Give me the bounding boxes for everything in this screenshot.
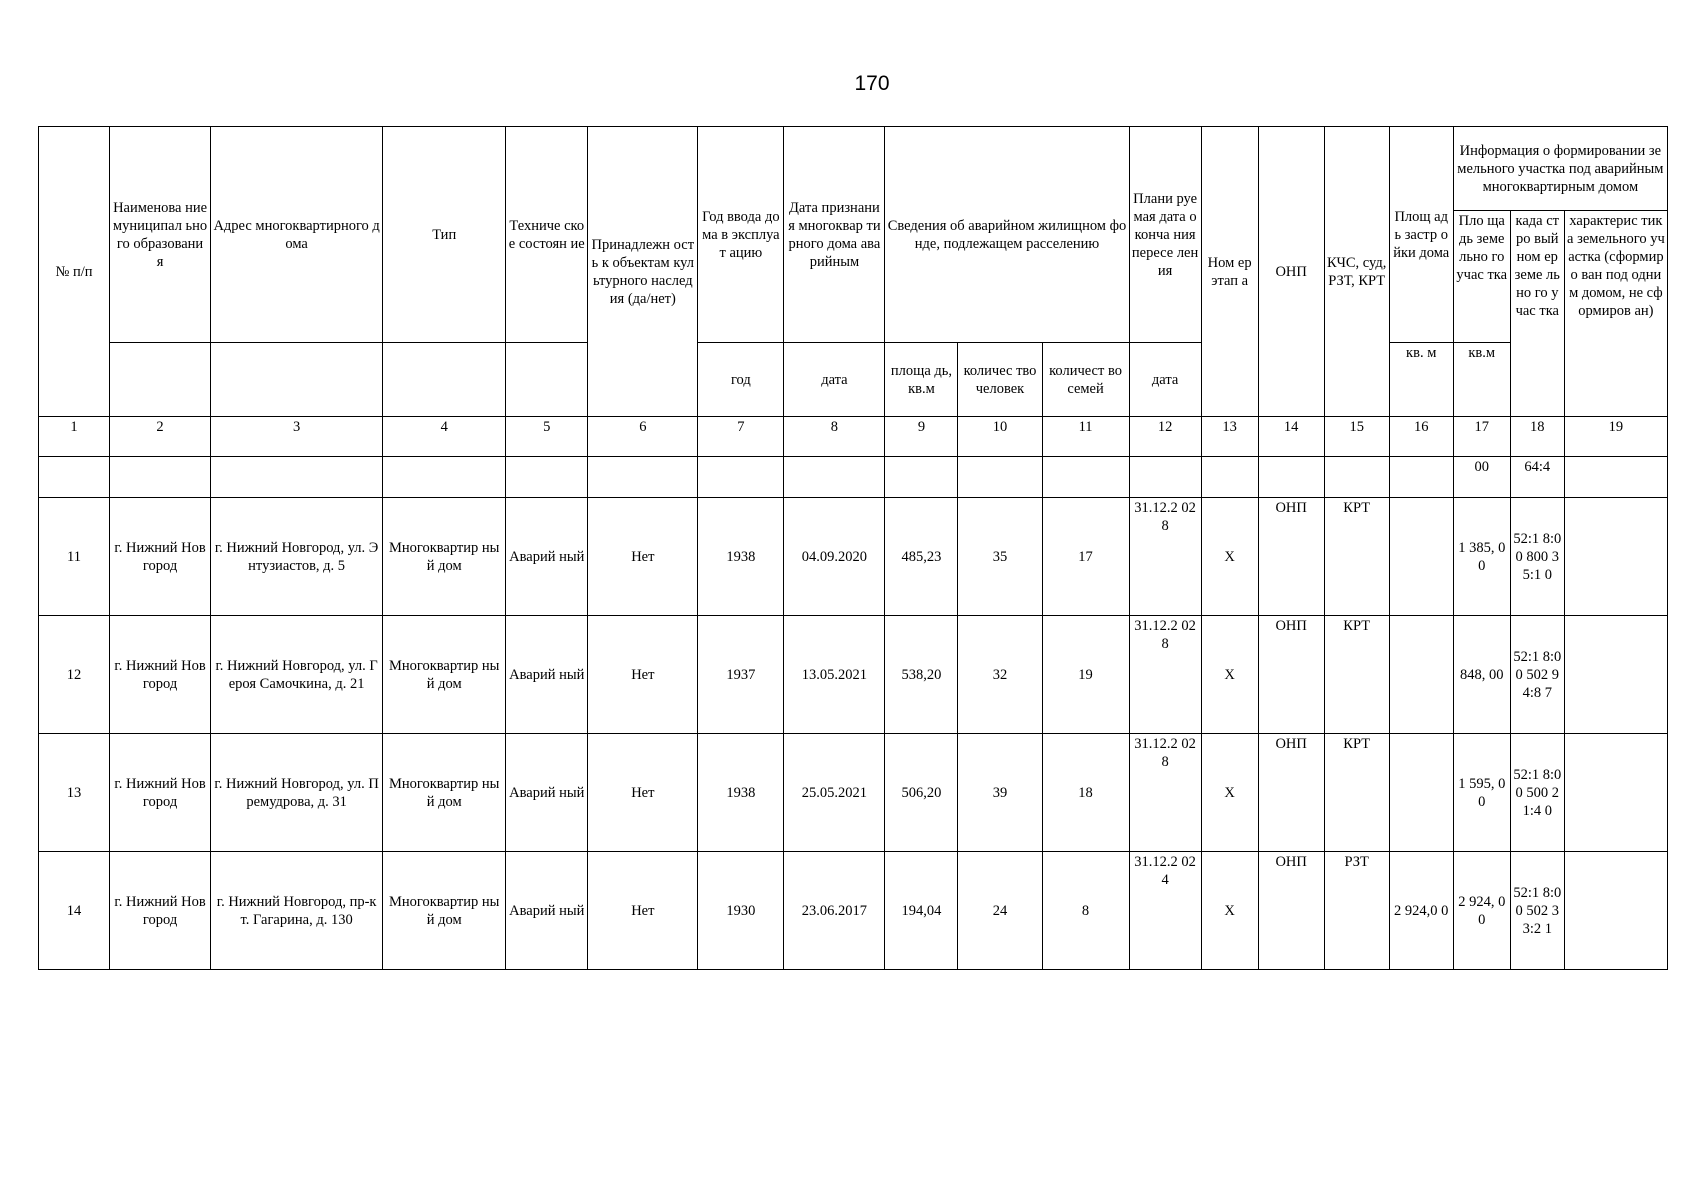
row-kchs: РЗТ bbox=[1324, 852, 1389, 970]
row-number: 12 bbox=[39, 616, 110, 734]
emergency-housing-table bbox=[38, 126, 1668, 970]
column-number-row bbox=[39, 417, 1668, 457]
header-type-cont bbox=[383, 343, 506, 417]
continuation-cadastral: 64:4 bbox=[1510, 457, 1564, 498]
row-heritage: Нет bbox=[588, 498, 698, 616]
header-kchs: КЧС, суд, РЗТ, КРТ bbox=[1324, 127, 1389, 417]
row-cadastral: 52:1 8:00 502 94:8 7 bbox=[1510, 616, 1564, 734]
header-land-plot-group: Информация о формировании земельного участка под аварийным многоквартирным домом bbox=[1453, 127, 1667, 211]
row-built-area bbox=[1389, 498, 1453, 616]
row-address: г. Нижний Новгород, ул. Премудрова, д. 31 bbox=[211, 734, 383, 852]
page-number: 170 bbox=[854, 72, 890, 95]
column-number: 11 bbox=[1042, 417, 1129, 457]
table-row bbox=[39, 616, 1668, 734]
row-land-area: 848, 00 bbox=[1453, 616, 1510, 734]
row-kchs: КРТ bbox=[1324, 498, 1389, 616]
row-heritage: Нет bbox=[588, 616, 698, 734]
continuation-row bbox=[39, 457, 1668, 498]
row-number: 14 bbox=[39, 852, 110, 970]
subheader-area: площа дь, кв.м bbox=[885, 343, 958, 417]
row-year: 1938 bbox=[698, 498, 784, 616]
row-built-area bbox=[1389, 616, 1453, 734]
row-address: г. Нижний Новгород, пр-кт. Гагарина, д. 130 bbox=[211, 852, 383, 970]
row-land-characteristic bbox=[1564, 616, 1667, 734]
row-planned-date: 31.12.2 028 bbox=[1129, 498, 1201, 616]
row-cadastral: 52:1 8:00 502 33:2 1 bbox=[1510, 852, 1564, 970]
subheader-built-area-unit: кв. м bbox=[1389, 343, 1453, 417]
row-kchs: КРТ bbox=[1324, 616, 1389, 734]
row-people: 24 bbox=[958, 852, 1042, 970]
row-type: Многоквартир ный дом bbox=[383, 498, 506, 616]
row-people: 32 bbox=[958, 616, 1042, 734]
row-cadastral: 52:1 8:00 500 21:4 0 bbox=[1510, 734, 1564, 852]
column-number: 6 bbox=[588, 417, 698, 457]
row-type: Многоквартир ный дом bbox=[383, 852, 506, 970]
row-built-area: 2 924,0 0 bbox=[1389, 852, 1453, 970]
row-address: г. Нижний Новгород, ул. Энтузиастов, д. 5 bbox=[211, 498, 383, 616]
header-row bbox=[39, 127, 1668, 211]
row-number: 13 bbox=[39, 734, 110, 852]
subheader-year: год bbox=[698, 343, 784, 417]
row-area: 485,23 bbox=[885, 498, 958, 616]
row-planned-date: 31.12.2 024 bbox=[1129, 852, 1201, 970]
row-families: 8 bbox=[1042, 852, 1129, 970]
column-number: 13 bbox=[1201, 417, 1258, 457]
row-year: 1930 bbox=[698, 852, 784, 970]
row-land-characteristic bbox=[1564, 734, 1667, 852]
row-heritage: Нет bbox=[588, 734, 698, 852]
column-number: 19 bbox=[1564, 417, 1667, 457]
row-area: 506,20 bbox=[885, 734, 958, 852]
header-heritage: Принадлежн ость к объектам культурного наследия (да/нет) bbox=[588, 127, 698, 417]
header-type: Тип bbox=[383, 127, 506, 343]
column-number: 15 bbox=[1324, 417, 1389, 457]
row-heritage: Нет bbox=[588, 852, 698, 970]
row-year: 1938 bbox=[698, 734, 784, 852]
row-land-area: 1 595, 00 bbox=[1453, 734, 1510, 852]
row-stage: X bbox=[1201, 616, 1258, 734]
row-type: Многоквартир ный дом bbox=[383, 734, 506, 852]
row-number: 11 bbox=[39, 498, 110, 616]
column-number: 7 bbox=[698, 417, 784, 457]
row-planned-date: 31.12.2 028 bbox=[1129, 616, 1201, 734]
subheader-date: дата bbox=[784, 343, 885, 417]
header-stage: Ном ер этап а bbox=[1201, 127, 1258, 417]
row-area: 194,04 bbox=[885, 852, 958, 970]
header-land-characteristic: характерис тика земельного участка (сформиро ван под одним домом, не сформиров ан) bbox=[1564, 211, 1667, 417]
continuation-land-area: 00 bbox=[1453, 457, 1510, 498]
row-families: 18 bbox=[1042, 734, 1129, 852]
row-families: 19 bbox=[1042, 616, 1129, 734]
subheader-people: количес тво человек bbox=[958, 343, 1042, 417]
row-planned-date: 31.12.2 028 bbox=[1129, 734, 1201, 852]
column-number: 2 bbox=[110, 417, 211, 457]
column-number: 16 bbox=[1389, 417, 1453, 457]
subheader-families: количест во семей bbox=[1042, 343, 1129, 417]
row-stage: X bbox=[1201, 734, 1258, 852]
header-date-recognized: Дата признания многоквар тирного дома аварийным bbox=[784, 127, 885, 343]
row-date: 04.09.2020 bbox=[784, 498, 885, 616]
header-condition-cont bbox=[506, 343, 588, 417]
header-row bbox=[39, 343, 1668, 417]
table-row bbox=[39, 734, 1668, 852]
subheader-planned-date: дата bbox=[1129, 343, 1201, 417]
column-number: 9 bbox=[885, 417, 958, 457]
header-emergency-fund-group: Сведения об аварийном жилищном фонде, подлежащем расселению bbox=[885, 127, 1129, 343]
row-built-area bbox=[1389, 734, 1453, 852]
column-number: 14 bbox=[1258, 417, 1324, 457]
header-year: Год ввода дома в эксплуат ацию bbox=[698, 127, 784, 343]
row-stage: X bbox=[1201, 852, 1258, 970]
header-built-area: Площ адь застр ойки дома bbox=[1389, 127, 1453, 343]
header-address: Адрес многоквартирного дома bbox=[211, 127, 383, 343]
row-date: 13.05.2021 bbox=[784, 616, 885, 734]
header-condition: Техниче ское состоян ие bbox=[506, 127, 588, 343]
row-land-characteristic bbox=[1564, 498, 1667, 616]
row-land-area: 1 385, 00 bbox=[1453, 498, 1510, 616]
column-number: 5 bbox=[506, 417, 588, 457]
column-number: 18 bbox=[1510, 417, 1564, 457]
row-condition: Аварий ный bbox=[506, 616, 588, 734]
row-date: 25.05.2021 bbox=[784, 734, 885, 852]
column-number: 3 bbox=[211, 417, 383, 457]
row-municipality: г. Нижний Новгород bbox=[110, 616, 211, 734]
header-onp: ОНП bbox=[1258, 127, 1324, 417]
header-cadastral: када стро вый ном ер земе льно го учас тка bbox=[1510, 211, 1564, 417]
column-number: 12 bbox=[1129, 417, 1201, 457]
header-planned-date: Плани руемая дата оконча ния пересе ления bbox=[1129, 127, 1201, 343]
row-land-characteristic bbox=[1564, 852, 1667, 970]
row-onp: ОНП bbox=[1258, 734, 1324, 852]
row-condition: Аварий ный bbox=[506, 498, 588, 616]
row-municipality: г. Нижний Новгород bbox=[110, 852, 211, 970]
row-onp: ОНП bbox=[1258, 616, 1324, 734]
header-municipality-cont bbox=[110, 343, 211, 417]
row-date: 23.06.2017 bbox=[784, 852, 885, 970]
subheader-land-area-unit: кв.м bbox=[1453, 343, 1510, 417]
header-col-num: № п/п bbox=[39, 127, 110, 417]
row-condition: Аварий ный bbox=[506, 852, 588, 970]
header-address-cont bbox=[211, 343, 383, 417]
row-stage: X bbox=[1201, 498, 1258, 616]
row-cadastral: 52:1 8:00 800 35:1 0 bbox=[1510, 498, 1564, 616]
header-land-area: Пло щадь земе льно го учас тка bbox=[1453, 211, 1510, 343]
row-land-area: 2 924, 00 bbox=[1453, 852, 1510, 970]
header-municipality: Наименова ние муниципал ьного образовани я bbox=[110, 127, 211, 343]
column-number: 8 bbox=[784, 417, 885, 457]
row-families: 17 bbox=[1042, 498, 1129, 616]
row-condition: Аварий ный bbox=[506, 734, 588, 852]
row-address: г. Нижний Новгород, ул. Героя Самочкина, д. 21 bbox=[211, 616, 383, 734]
row-onp: ОНП bbox=[1258, 852, 1324, 970]
column-number: 17 bbox=[1453, 417, 1510, 457]
row-onp: ОНП bbox=[1258, 498, 1324, 616]
row-area: 538,20 bbox=[885, 616, 958, 734]
row-municipality: г. Нижний Новгород bbox=[110, 498, 211, 616]
column-number: 10 bbox=[958, 417, 1042, 457]
row-people: 35 bbox=[958, 498, 1042, 616]
column-number: 1 bbox=[39, 417, 110, 457]
row-year: 1937 bbox=[698, 616, 784, 734]
row-municipality: г. Нижний Новгород bbox=[110, 734, 211, 852]
column-number: 4 bbox=[383, 417, 506, 457]
table-row bbox=[39, 852, 1668, 970]
row-type: Многоквартир ный дом bbox=[383, 616, 506, 734]
table-row bbox=[39, 498, 1668, 616]
row-kchs: КРТ bbox=[1324, 734, 1389, 852]
row-people: 39 bbox=[958, 734, 1042, 852]
